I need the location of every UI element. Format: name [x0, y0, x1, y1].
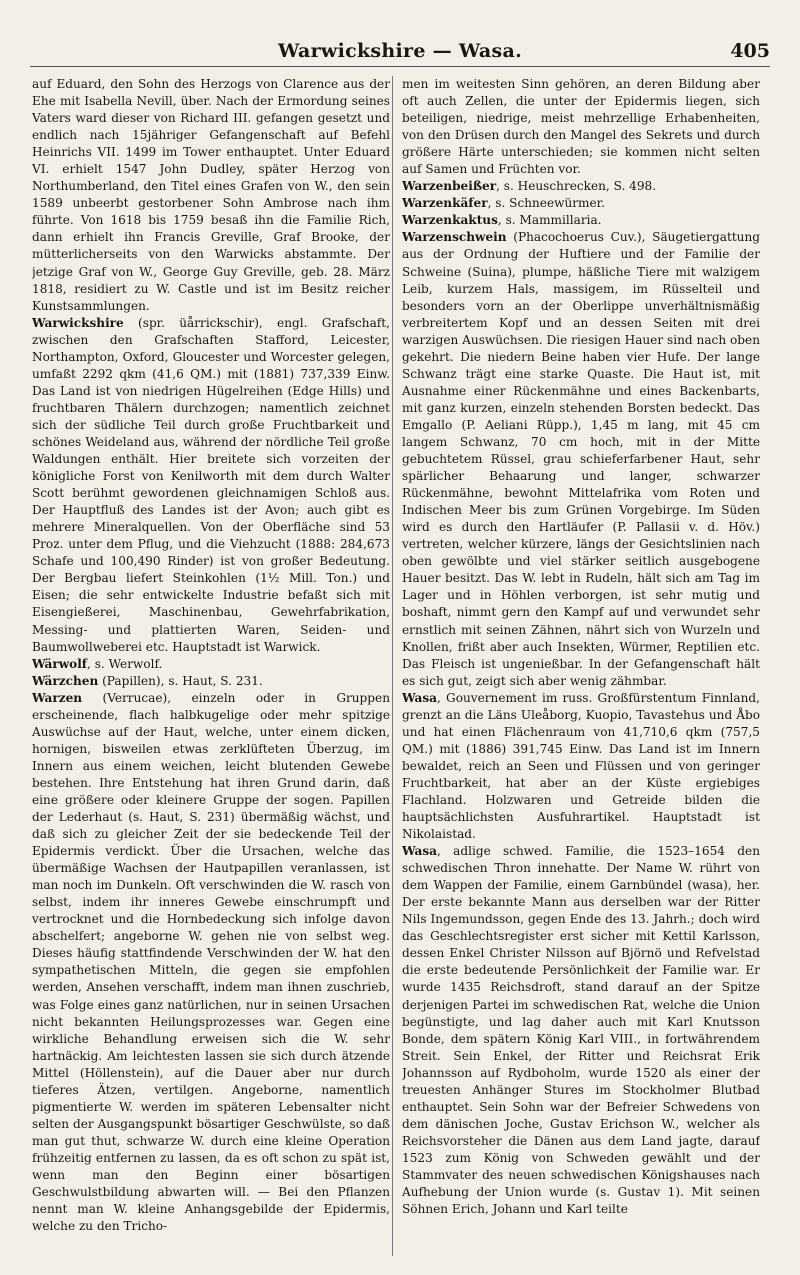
entry-lemma: Warzenbeißer	[402, 179, 497, 194]
left-column	[32, 76, 390, 1256]
entry	[402, 195, 760, 212]
entry-lemma: Wärzchen	[32, 673, 99, 688]
entry	[32, 673, 390, 690]
entry	[402, 212, 760, 229]
entry	[32, 656, 390, 673]
entry	[402, 690, 760, 843]
entry-text: , s. Mammillaria.	[497, 213, 602, 228]
header-title: Warwickshire — Wasa.	[278, 40, 522, 62]
entry-lemma: Warzenschwein	[402, 230, 507, 245]
entry-text: , Gouvernement im russ. Großfürstentum Finnland, grenzt an die Läns Uleåborg, Kuopio, Tavastehus und Åbo und hat einen Flächenraum von 41,710,6 qkm (757,5 QM.) mit (1886) 391,745 Einw. Das Land ist im Innern bewaldet, reich an Seen und Flüssen und von geringer Fruchtbarkeit, hat aber an der Küste ergiebiges Flachland. Holzwaren und Getreide bilden die hauptsächlichsten Ausfuhrartikel. Hauptstadt ist Nikolaistad.	[402, 690, 760, 842]
entry	[402, 843, 760, 1218]
right-column	[402, 76, 760, 1256]
page-number: 405	[730, 40, 770, 62]
entry-text: (Phacochoerus Cuv.), Säugetiergattung aus der Ordnung der Huftiere und der Familie der Schweine (Suina), plumpe, häßliche Tiere mit walzigem Leib, kurzem Hals, massigem, im Rüsselteil und besonders vorn an der Oberlippe unverhältnismäßig verbreitertem Kopf und an dessen Seiten mit drei warzigen Auswüchsen. Die riesigen Hauer sind nach oben gekehrt. Die niedern Beine haben vier Hufe. Der lange Schwanz trägt eine starke Quaste. Die Haut ist, mit Ausnahme einer Rückenmähne und eines Backenbarts, mit ganz kurzen, einzeln stehenden Borsten bedeckt. Das Emgallo (P. Aeliani Rüpp.), 1,45 m lang, mit 45 cm langem Schwanz, 70 cm hoch, mit in der Mitte gebuchtetem Rüssel, grau schieferfarbener Haut, sehr spärlicher Behaarung und langer, schwarzer Rückenmähne, bewohnt Mittelafrika vom Roten und Indischen Meer bis zum Grünen Vorgebirge. Im Süden wird es durch den Hartläufer (P. Pallasii v. d. Höv.) vertreten, welcher kürzere, längs der Gesichtslinien nach oben gewölbte und viel stärker seitlich ausgebogene Hauer besitzt. Das W. lebt in Rudeln, hält sich am Tag im Lager und in Höhlen verborgen, ist sehr mutig und boshaft, nimmt gern den Kampf auf und verwundet sehr ernstlich mit seinen Zähnen, nährt sich von Wurzeln und Knollen, frißt aber auch Insekten, Würmer, Reptilien etc. Das Fleisch ist ungenießbar. In der Gefangenschaft hält es sich gut, zeigt sich aber wenig zähmbar.	[402, 230, 760, 688]
entry-lemma: Wasa	[402, 844, 438, 859]
entry	[402, 178, 760, 195]
entry	[402, 229, 760, 689]
running-header	[30, 40, 770, 66]
entry	[32, 315, 390, 656]
entry-lemma: Wärwolf	[32, 656, 88, 671]
entry-text: , s. Werwolf.	[87, 656, 163, 671]
entry	[32, 76, 390, 315]
entry-lemma: Warzen	[32, 690, 83, 705]
column-divider	[392, 76, 393, 1256]
entry-text: , adlige schwed. Familie, die 1523–1654 den schwedischen Thron innehatte. Der Name W. rührt von dem Wappen der Familie, einem Garnbündel (wasa), her. Der erste bekannte Mann aus derselben war der Ritter Nils Ingemundsson, gegen Ende des 13. Jahrh.; doch wird das Geschlechtsregister erst sicher mit Kettil Karlsson, dessen Enkel Christer Nilsson auf Björnö und Refvelstad die erste bedeutende Persönlichkeit der Familie war. Er wurde 1435 Reichsdroft, stand darauf an der Spitze derjenigen Partei im schwedischen Rat, welche die Union begünstigte, und lag daher auch mit Karl Knutsson Bonde, dem spätern König Karl VIII., in fortwährendem Streit. Sein Enkel, der Ritter und Reichsrat Erik Johannsson auf Rydboholm, wurde 1520 als einer der treuesten Anhänger Stures im Stockholmer Blutbad enthauptet. Sein Sohn war der Befreier Schwedens von dem dänischen Joche, Gustav Erichson W., welcher als Reichsvorsteher die Dänen aus dem Land jagte, darauf 1523 zum König von Schweden gewählt und der Stammvater des neuen schwedischen Königshauses nach Aufhebung der Union wurde (s. Gustav 1). Mit seinen Söhnen Erich, Johann und Karl teilte	[402, 844, 760, 1217]
entry-text: , s. Heuschrecken, S. 498.	[496, 179, 657, 194]
entry-text: (Verrucae), einzeln oder in Gruppen erscheinende, flach halbkugelige oder mehr spitzige Auswüchse auf der Haut, welche, unter einem dicken, hornigen, bisweilen etwas zerklüfteten Überzug, im Innern aus einem weichen, leicht blutenden Gewebe bestehen. Ihre Entstehung hat ihren Grund darin, daß eine größere oder kleinere Gruppe der sogen. Papillen der Lederhaut (s. Haut, S. 231) übermäßig wächst, und daß sich zu gleicher Zeit der sie bedeckende Teil der Epidermis verdickt. Über die Ursachen, welche das übermäßige Wachsen der Hautpapillen veranlassen, ist man noch im Dunkeln. Oft verschwinden die W. rasch von selbst, indem ihr inneres Gewebe einschrumpft und vertrocknet und die Hornbedeckung sich infolge davon abschelfert; angeborne W. gehen nie von selbst weg. Dieses häufig stattfindende Verschwinden der W. hat den sympathetischen Mitteln, die gegen sie empfohlen werden, Ansehen verschafft, indem man ihnen zuschrieb, was Folge eines ganz natürlichen, nur in seinen Ursachen nicht bekannten Heilungsprozesses war. Gegen eine wirkliche Behandlung erweisen sich die W. sehr hartnäckig. Am leichtesten lassen sie sich durch ätzende Mittel (Höllenstein), auf die Dauer aber nur durch tieferes Ätzen, vertilgen. Angeborne, namentlich pigmentierte W. werden im späteren Lebensalter nicht selten der Ausgangspunkt bösartiger Geschwülste, so daß man gut thut, schwarze W. durch eine kleine Operation frühzeitig entfernen zu lassen, da es oft schon zu spät ist, wenn man den Beginn einer bösartigen Geschwulstbildung abwarten will. — Bei den Pflanzen nennt man W. kleine Anhangsgebilde der Epidermis, welche zu den Tricho-	[32, 690, 390, 1234]
entry-text: , s. Schneewürmer.	[487, 196, 605, 211]
entry-text: auf Eduard, den Sohn des Herzogs von Clarence aus der Ehe mit Isabella Nevill, über. Nach der Ermordung seines Vaters ward dieser von Richard III. gefangen gesetzt und endlich nach 15jähriger Gefangenschaft auf Befehl Heinrichs VII. 1499 im Tower enthauptet. Unter Eduard VI. erhielt 1547 John Dudley, später Herzog von Northumberland, den Titel eines Grafen von W., den sein 1589 unbeerbt gestorbener Sohn Ambrose nach ihm führte. Von 1618 bis 1759 besaß ihn die Familie Rich, dann erhielt ihn Francis Greville, Graf Brooke, der mütterlicherseits von den Warwicks abstammte. Der jetzige Graf von W., George Guy Greville, geb. 28. März 1818, residiert zu W. Castle und ist im Besitz reicher Kunstsammlungen.	[32, 77, 390, 313]
entry-lemma: Warwickshire	[32, 315, 124, 330]
entry-lemma: Warzenkäfer	[402, 196, 488, 211]
entry-text: men im weitesten Sinn gehören, an deren Bildung aber oft auch Zellen, die unter der Epidermis liegen, sich beteiligen, niedrige, meist mehrzellige Erhabenheiten, von den Drüsen durch den Mangel des Sekrets und durch größere Härte unterschieden; sie kommen nicht selten auf Samen und Früchten vor.	[402, 77, 760, 177]
entry-text: (Papillen), s. Haut, S. 231.	[98, 673, 263, 688]
header-rule	[30, 66, 770, 67]
entry-text: (spr. üårrickschir), engl. Grafschaft, zwischen den Grafschaften Stafford, Leicester, Northampton, Oxford, Gloucester und Worcester gelegen, umfaßt 2292 qkm (41,6 QM.) mit (1881) 737,339 Einw. Das Land ist von niedrigen Hügelreihen (Edge Hills) und fruchtbaren Thälern durchzogen; namentlich zeichnet sich der südliche Teil durch große Fruchtbarkeit und schönes Weideland aus, während der nördliche Teil große Waldungen enthält. Hier breitete sich vorzeiten der königliche Forst von Kenilworth mit dem durch Walter Scott berühmt gewordenen gleichnamigen Schloß aus. Der Hauptfluß des Landes ist der Avon; auch gibt es mehrere Mineralquellen. Von der Oberfläche sind 53 Proz. unter dem Pflug, und die Viehzucht (1888: 284,673 Schafe und 100,490 Rinder) ist von großer Bedeutung. Der Bergbau liefert Steinkohlen (1½ Mill. Ton.) und Eisen; die sehr entwickelte Industrie befaßt sich mit Eisengießerei, Maschinenbau, Gewehrfabrikation, Messing- und plattierten Waren, Seiden- und Baumwollweberei etc. Hauptstadt ist Warwick.	[32, 315, 390, 654]
entry-lemma: Wasa	[402, 690, 438, 705]
entry	[32, 690, 390, 1236]
entry-lemma: Warzenkaktus	[402, 213, 498, 228]
entry	[402, 76, 760, 178]
